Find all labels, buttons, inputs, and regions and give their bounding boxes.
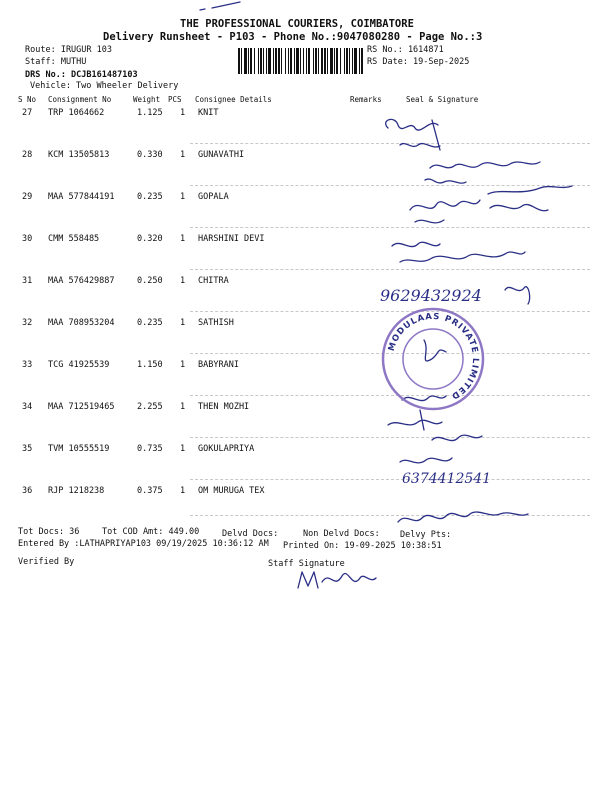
row-sno: 33 bbox=[22, 360, 33, 370]
signature-30 bbox=[392, 242, 525, 262]
row-consignment: TRP 1064662 bbox=[48, 108, 105, 118]
row-consignment: CMM 558485 bbox=[48, 234, 100, 244]
rs-number: RS No.: 1614871 bbox=[367, 45, 444, 55]
vehicle-label: Vehicle: Two Wheeler Delivery bbox=[30, 81, 179, 91]
handwritten-phone: 6374412541 bbox=[402, 471, 492, 487]
route-label: Route: IRUGUR 103 bbox=[25, 45, 112, 55]
row-weight: 0.375 bbox=[137, 486, 163, 496]
row-sno: 29 bbox=[22, 192, 33, 202]
row-weight: 0.330 bbox=[137, 150, 163, 160]
col-seal-signature: Seal & Signature bbox=[406, 95, 479, 104]
row-sno: 34 bbox=[22, 402, 33, 412]
row-sno: 30 bbox=[22, 234, 33, 244]
row-pcs: 1 bbox=[180, 150, 186, 160]
row-pcs: 1 bbox=[180, 192, 186, 202]
printed-on: Printed On: 19-09-2025 10:38:51 bbox=[283, 541, 442, 551]
row-weight: 0.235 bbox=[137, 318, 163, 328]
row-consignee: GUNAVATHI bbox=[198, 150, 245, 160]
row-weight: 0.735 bbox=[137, 444, 163, 454]
row-consignment: MAA 577844191 bbox=[48, 192, 115, 202]
drs-number: DRS No.: DCJB161487103 bbox=[25, 70, 138, 80]
staff-signature-label: Staff Signature bbox=[268, 559, 345, 569]
svg-text:MODULAAS PRIVATE LIMITED bbox=[387, 312, 480, 401]
row-consignee: KNIT bbox=[198, 108, 219, 118]
ink-stroke bbox=[200, 9, 205, 10]
signature-28 bbox=[425, 162, 540, 183]
row-consignee: CHITRA bbox=[198, 276, 229, 286]
col-consignee: Consignee Details bbox=[195, 95, 272, 104]
signature-29 bbox=[410, 186, 572, 223]
rs-date: RS Date: 19-Sep-2025 bbox=[367, 57, 470, 67]
row-consignee: HARSHINI DEVI bbox=[198, 234, 265, 244]
signature-27 bbox=[386, 119, 440, 150]
delivered-docs: Delvd Docs: bbox=[222, 529, 279, 539]
row-consignee: THEN MOZHI bbox=[198, 402, 250, 412]
row-pcs: 1 bbox=[180, 486, 186, 496]
staff-signature bbox=[298, 572, 376, 588]
row-pcs: 1 bbox=[180, 276, 186, 286]
signature-36 bbox=[398, 512, 528, 522]
row-pcs: 1 bbox=[180, 108, 186, 118]
row-consignment: MAA 712519465 bbox=[48, 402, 115, 412]
seal-text: MODULAAS PRIVATE LIMITED bbox=[386, 311, 481, 402]
staff-label: Staff: MUTHU bbox=[25, 57, 87, 67]
row-pcs: 1 bbox=[180, 402, 186, 412]
row-consignment: KCM 13505813 bbox=[48, 150, 110, 160]
company-seal-stamp bbox=[378, 300, 488, 410]
runsheet-subtitle: Delivery Runsheet - P103 - Phone No.:9047080280 - Page No.:3 bbox=[103, 31, 483, 43]
row-consignment: TCG 41925539 bbox=[48, 360, 110, 370]
col-weight: Weight bbox=[133, 95, 161, 104]
company-title: THE PROFESSIONAL COURIERS, COIMBATORE bbox=[180, 18, 414, 30]
row-weight: 0.320 bbox=[137, 234, 163, 244]
total-docs: Tot Docs: 36 bbox=[18, 527, 80, 537]
row-sno: 27 bbox=[22, 108, 33, 118]
row-sno: 32 bbox=[22, 318, 33, 328]
row-consignee: SATHISH bbox=[198, 318, 234, 328]
row-weight: 1.150 bbox=[137, 360, 163, 370]
row-weight: 0.235 bbox=[137, 192, 163, 202]
ink-stroke bbox=[212, 2, 240, 8]
row-consignee: GOPALA bbox=[198, 192, 229, 202]
col-consignment: Consignment No bbox=[48, 95, 112, 104]
signature-35 bbox=[400, 435, 482, 463]
row-pcs: 1 bbox=[180, 318, 186, 328]
row-pcs: 1 bbox=[180, 360, 186, 370]
row-consignment: MAA 708953204 bbox=[48, 318, 115, 328]
row-sno: 28 bbox=[22, 150, 33, 160]
row-pcs: 1 bbox=[180, 234, 186, 244]
row-consignee: BABYRANI bbox=[198, 360, 239, 370]
entered-by: Entered By :LATHAPRIYAP103 09/19/2025 10:36:12 AM bbox=[18, 539, 269, 549]
row-consignment: TVM 10555519 bbox=[48, 444, 110, 454]
col-remarks: Remarks bbox=[350, 95, 382, 104]
row-sno: 36 bbox=[22, 486, 33, 496]
row-consignee: OM MURUGA TEX bbox=[198, 486, 265, 496]
signature-31 bbox=[505, 287, 530, 304]
row-sno: 35 bbox=[22, 444, 33, 454]
non-delivered-docs: Non Delvd Docs: bbox=[303, 529, 380, 539]
row-sno: 31 bbox=[22, 276, 33, 286]
handwritten-phone: 9629432924 bbox=[380, 286, 482, 305]
row-consignment: MAA 576429887 bbox=[48, 276, 115, 286]
row-pcs: 1 bbox=[180, 444, 186, 454]
row-weight: 0.250 bbox=[137, 276, 163, 286]
row-weight: 1.125 bbox=[137, 108, 163, 118]
delivery-points: Delvy Pts: bbox=[400, 530, 452, 540]
total-cod-amount: Tot COD Amt: 449.00 bbox=[102, 527, 200, 537]
row-consignment: RJP 1218238 bbox=[48, 486, 105, 496]
row-consignee: GOKULAPRIYA bbox=[198, 444, 255, 454]
row-weight: 2.255 bbox=[137, 402, 163, 412]
col-sno: S No bbox=[18, 95, 37, 104]
verified-by-label: Verified By bbox=[18, 557, 75, 567]
col-pcs: PCS bbox=[168, 95, 182, 104]
